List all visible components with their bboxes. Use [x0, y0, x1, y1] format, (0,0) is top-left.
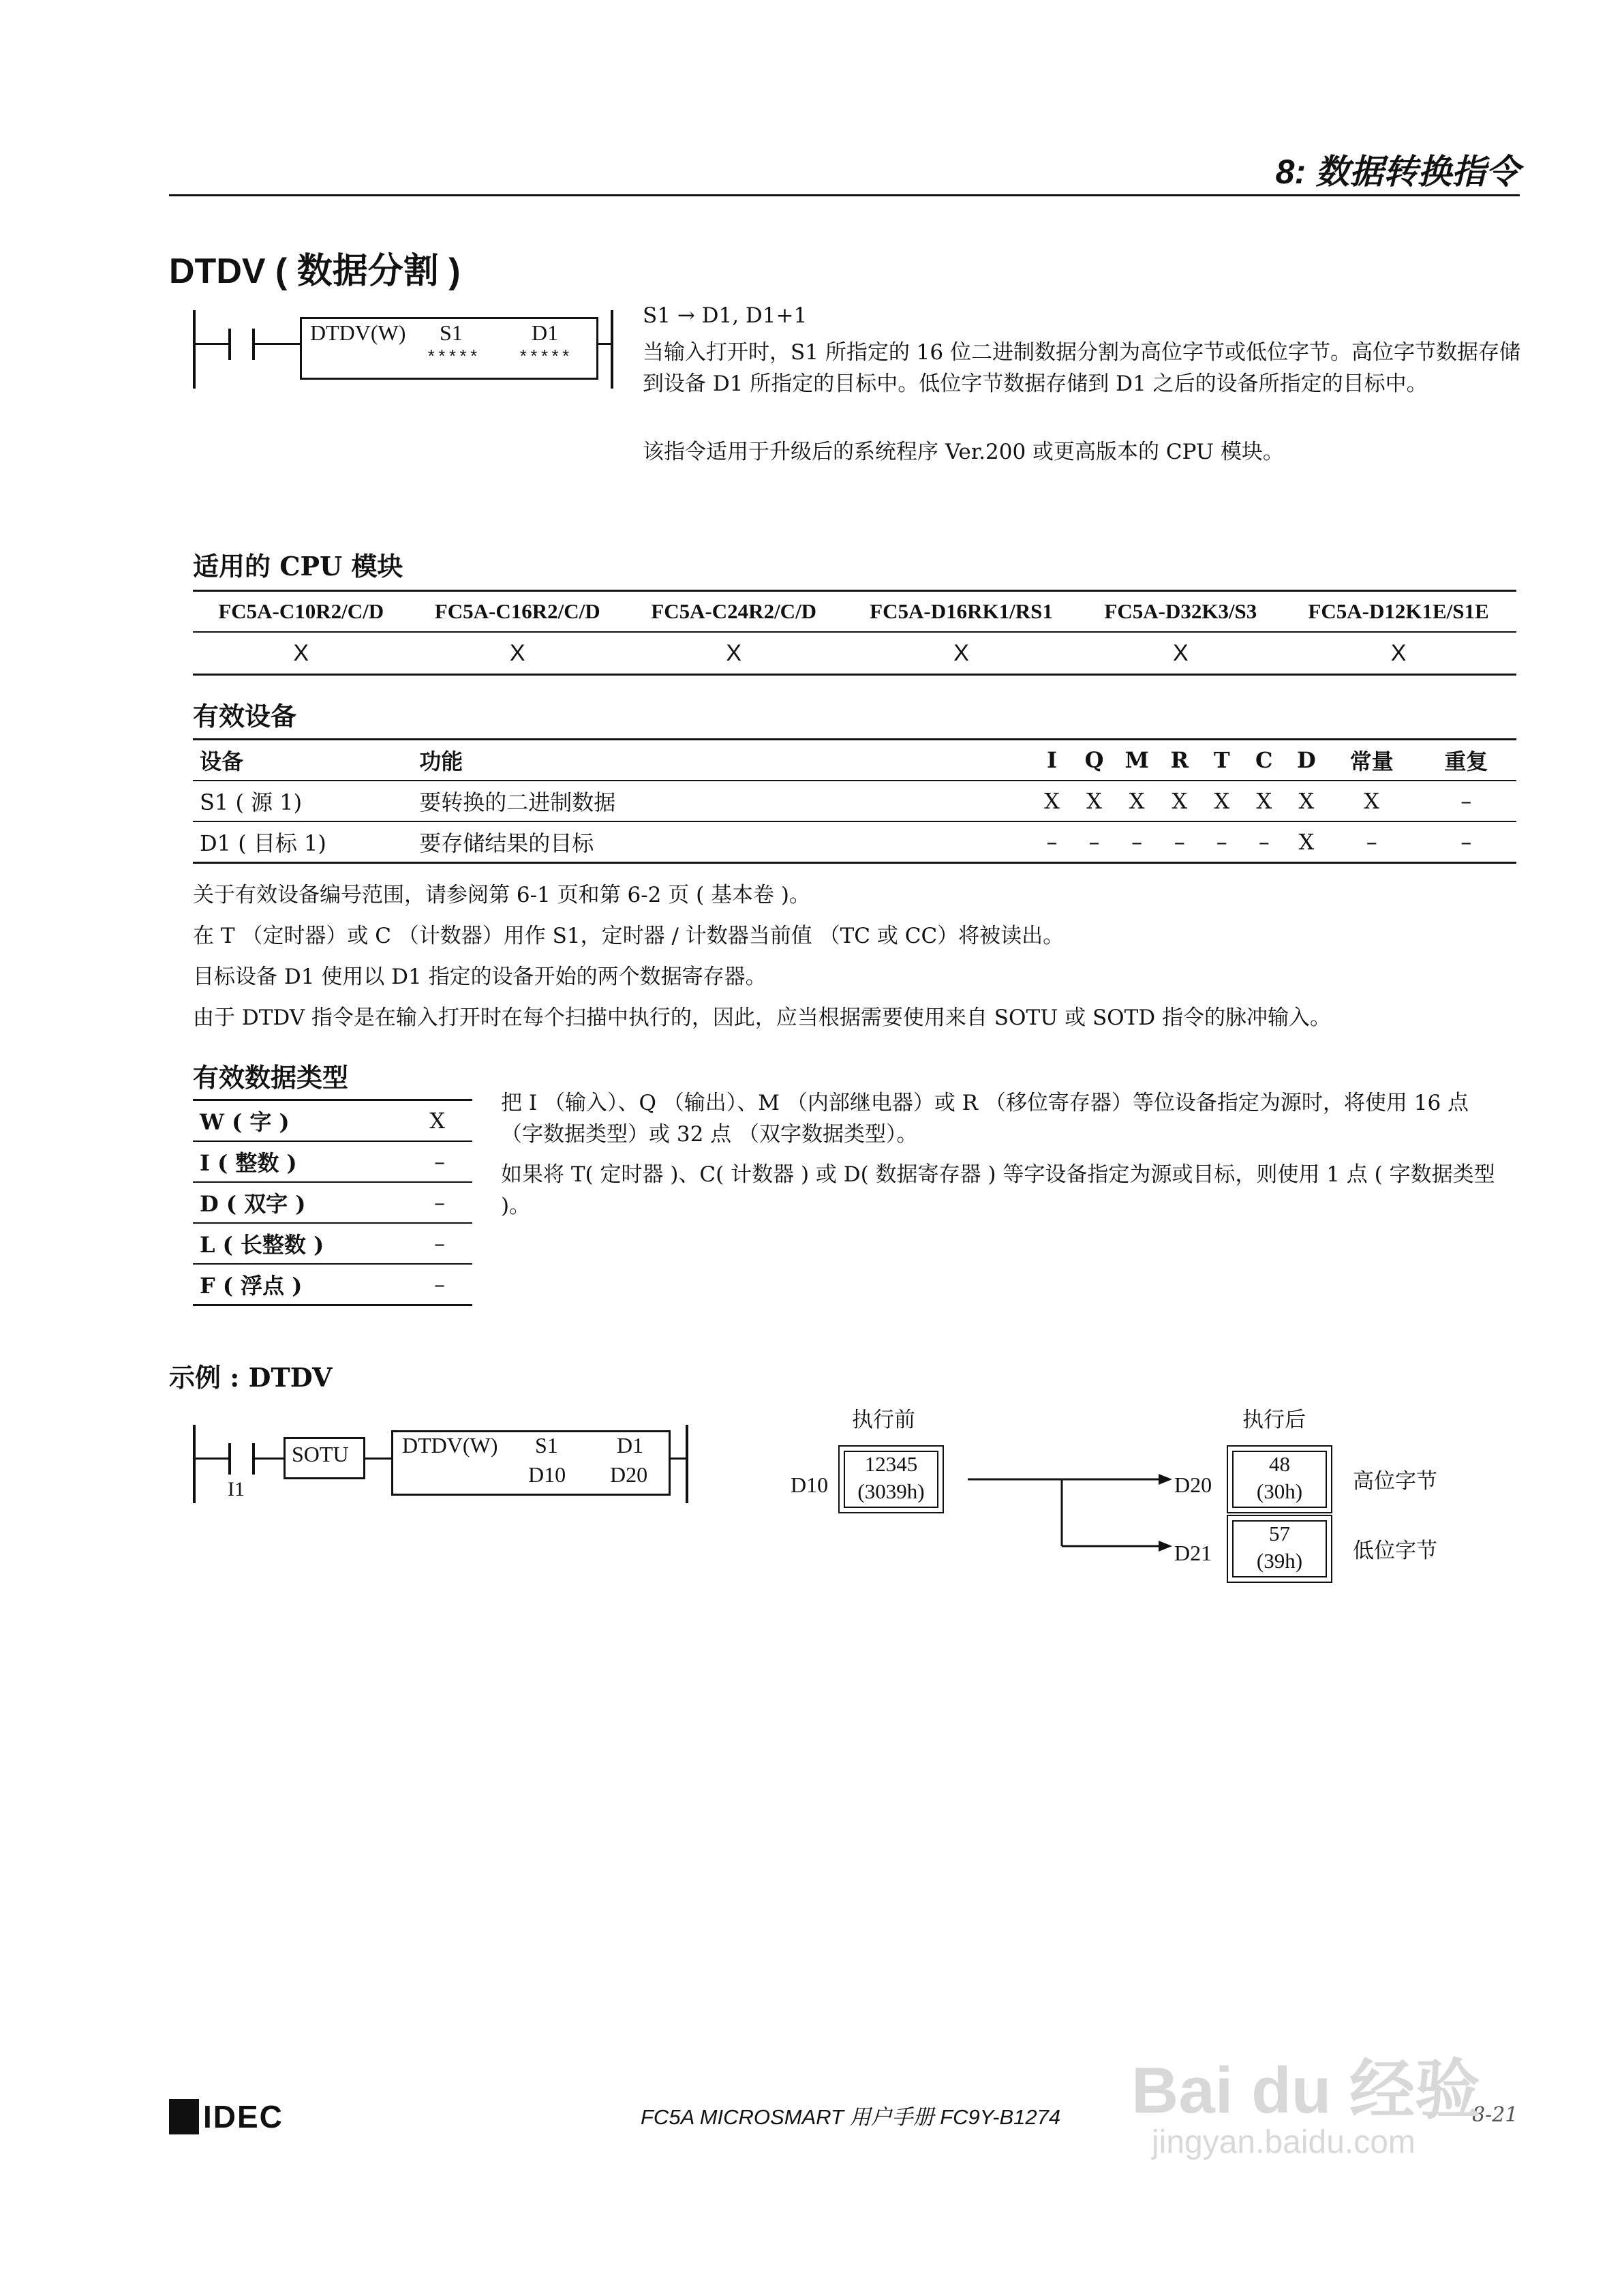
page-title: DTDV ( 数据分割 ) [169, 252, 461, 291]
cpu-val: X [842, 632, 1080, 675]
dev-header: Q [1073, 740, 1115, 781]
cpu-col: FC5A-C16R2/C/D [409, 591, 625, 633]
example-d1: D1 [617, 1433, 644, 1457]
dev-header: M [1116, 740, 1159, 781]
cpu-col: FC5A-C24R2/C/D [626, 591, 842, 633]
header-rule [169, 194, 1520, 196]
formula: S1 → D1, D1+1 [643, 303, 808, 328]
example-s1-val: D10 [528, 1462, 566, 1487]
types-paragraph-2: 如果将 T( 定时器 )、C( 计数器 ) 或 D( 数据寄存器 ) 等字设备指定为源或目标，则使用 1 点 ( 字数据类型 )。 [501, 1162, 1495, 1218]
cpu-col: FC5A-D16RK1/RS1 [842, 591, 1080, 633]
ladder-s1: S1 [440, 320, 463, 345]
dev-header: R [1159, 740, 1201, 781]
intro-version-note: 该指令适用于升级后的系统程序 Ver.200 或更高版本的 CPU 模块。 [643, 440, 1284, 464]
dst1-hex: (30h) [1256, 1479, 1303, 1503]
table-row: I ( 整数 ) – [193, 1141, 472, 1182]
note-4: 由于 DTDV 指令是在输入打开时在每个扫描中执行的，因此，应当根据需要使用来自 SOTU 或 SOTD 指令的脉冲输入。 [193, 1006, 1331, 1030]
chapter-title: 8: 数据转换指令 [1275, 153, 1520, 191]
cpu-col: FC5A-C10R2/C/D [193, 591, 409, 633]
types-heading: 有效数据类型 [193, 1062, 349, 1093]
cpu-val: X [1081, 632, 1281, 675]
idec-logo: IDEC [169, 2098, 284, 2135]
dst2-value: 57 [1269, 1522, 1290, 1545]
types-paragraph-1: 把 I （输入）、Q （输出）、M （内部继电器）或 R （移位寄存器）等位设备指定为源时，将使用 16 点 （字数据类型）或 32 点 （双字数据类型）。 [501, 1091, 1469, 1147]
dev-header: D [1285, 740, 1328, 781]
table-row: L ( 长整数 ) – [193, 1223, 472, 1264]
src-register: D10 [791, 1472, 829, 1497]
cpu-table [193, 590, 1516, 676]
devices-heading: 有效设备 [193, 701, 297, 731]
ladder-d1-val: ***** [518, 348, 572, 368]
note-2: 在 T （定时器）或 C （计数器）用作 S1，定时器 / 计数器当前值 （TC 或 CC）将被读出。 [193, 924, 1065, 948]
table-row: D ( 双字 ) – [193, 1182, 472, 1223]
dev-header: 功能 [412, 740, 1030, 781]
example-s1: S1 [535, 1433, 558, 1457]
devices-table [193, 738, 1516, 864]
table-row: S1 ( 源 1) 要转换的二进制数据 X X X X X X X X – [193, 781, 1516, 821]
example-instr: DTDV(W) [402, 1433, 498, 1457]
table-row: D1 ( 目标 1) 要存储结果的目标 – – – – – – X – – [193, 821, 1516, 863]
types-table [193, 1099, 472, 1306]
cpu-val: X [409, 632, 625, 675]
example-d1-val: D20 [610, 1462, 648, 1487]
dst1-description: 高位字节 [1353, 1469, 1437, 1494]
ladder-s1-val: ***** [426, 348, 480, 368]
watermark-url: jingyan.baidu.com [1152, 2124, 1416, 2160]
example-heading: 示例 : DTDV [169, 1362, 333, 1393]
ladder-instr: DTDV(W) [310, 320, 406, 345]
dev-header: 常量 [1328, 740, 1416, 781]
watermark-brand: Bai du 经验 [1131, 2054, 1481, 2127]
table-row: W ( 字 ) X [193, 1100, 472, 1142]
cpu-val: X [1281, 632, 1516, 675]
table-row: F ( 浮点 ) – [193, 1264, 472, 1305]
after-label: 执行后 [1242, 1408, 1306, 1432]
cpu-col: FC5A-D12K1E/S1E [1281, 591, 1516, 633]
intro-paragraph: 当输入打开时，S1 所指定的 16 位二进制数据分割为高位字节或低位字节。高位字节数据存储到设备 D1 所指定的目标中。低位字节数据存储到 D1 之后的设备所指定的目标中。 [643, 340, 1520, 396]
dev-header: T [1201, 740, 1243, 781]
cpu-val: X [626, 632, 842, 675]
dst1-value: 48 [1269, 1452, 1290, 1476]
dst2-description: 低位字节 [1353, 1539, 1437, 1563]
cpu-col: FC5A-D32K3/S3 [1081, 591, 1281, 633]
cpu-heading: 适用的 CPU 模块 [193, 551, 403, 581]
input-label: I1 [228, 1478, 245, 1500]
cpu-val: X [193, 632, 409, 675]
dst1-register: D20 [1174, 1472, 1212, 1497]
ladder-d1: D1 [532, 320, 559, 345]
sotu-label: SOTU [292, 1442, 349, 1466]
src-value: 12345 [864, 1452, 918, 1476]
dev-header: C [1243, 740, 1285, 781]
dev-header: I [1031, 740, 1073, 781]
src-hex: (3039h) [857, 1479, 925, 1503]
before-label: 执行前 [852, 1408, 915, 1432]
dev-header: 重复 [1416, 740, 1516, 781]
note-3: 目标设备 D1 使用以 D1 指定的设备开始的两个数据寄存器。 [193, 965, 767, 989]
note-1: 关于有效设备编号范围，请参阅第 6-1 页和第 6-2 页 ( 基本卷 )。 [193, 883, 811, 907]
page-number: 8-21 [1472, 2103, 1518, 2127]
dst2-register: D21 [1174, 1541, 1212, 1565]
dev-header: 设备 [193, 740, 412, 781]
manual-title: FC5A MICROSMART 用户手册 FC9Y-B1274 [641, 2105, 1061, 2129]
dst2-hex: (39h) [1256, 1549, 1303, 1573]
